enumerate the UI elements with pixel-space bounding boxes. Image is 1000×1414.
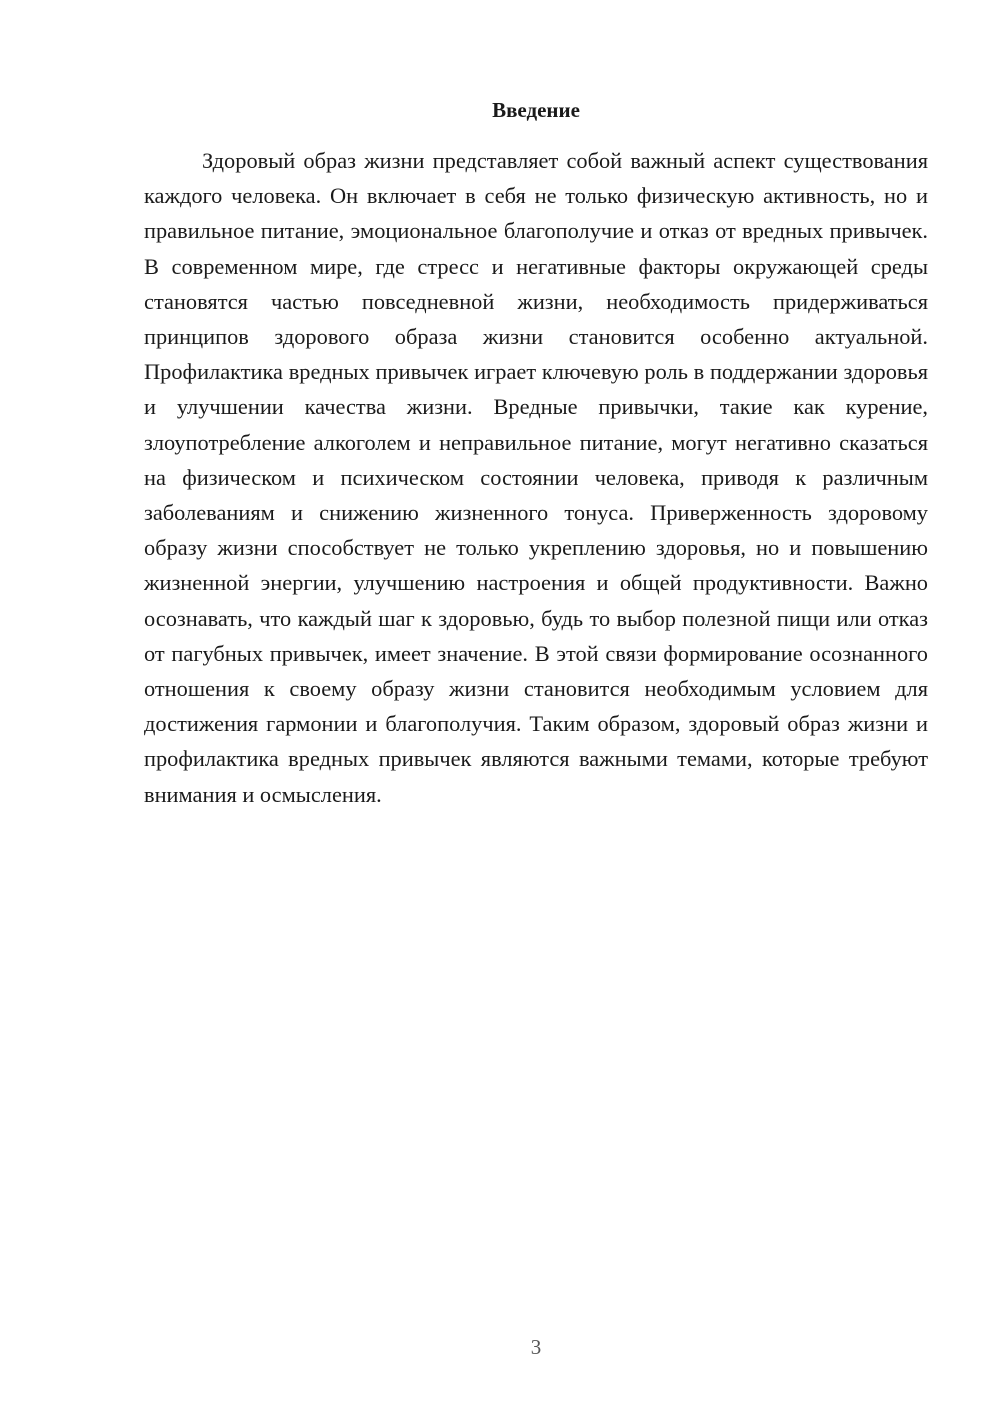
- section-heading: Введение: [492, 98, 580, 122]
- page-number: 3: [530, 1335, 542, 1359]
- body-paragraph: Здоровый образ жизни представляет собой важный аспект существования каждого человека. Он включает в себя не только физическую активность, но и правильное питание, эмоциональное благополучие и отказ от вредных привычек. В современном мире, где стресс и негативные факторы окружающей среды становятся частью повседневной жизни, необходимость придерживаться принципов здорового образа жизни становится особенно актуальной. Профилактика вредных привычек играет ключевую роль в поддержании здоровья и улучшении качества жизни. Вредные привычки, такие как курение, злоупотребление алкоголем и неправильное питание, могут негативно сказаться на физическом и психическом состоянии человека, приводя к различным заболеваниям и снижению жизненного тонуса. Приверженность здоровому образу жизни способствует не только укреплению здоровья, но и повышению жизненной энергии, улучшению настроения и общей продуктивности. Важно осознавать, что каждый шаг к здоровью, будь то выбор полезной пищи или отказ от пагубных привычек, имеет значение. В этой связи формирование осознанного отношения к своему образу жизни становится необходимым условием для достижения гармонии и благополучия. Таким образом, здоровый образ жизни и профилактика вредных привычек являются важными темами, которые требуют внимания и осмысления.: [144, 148, 928, 807]
